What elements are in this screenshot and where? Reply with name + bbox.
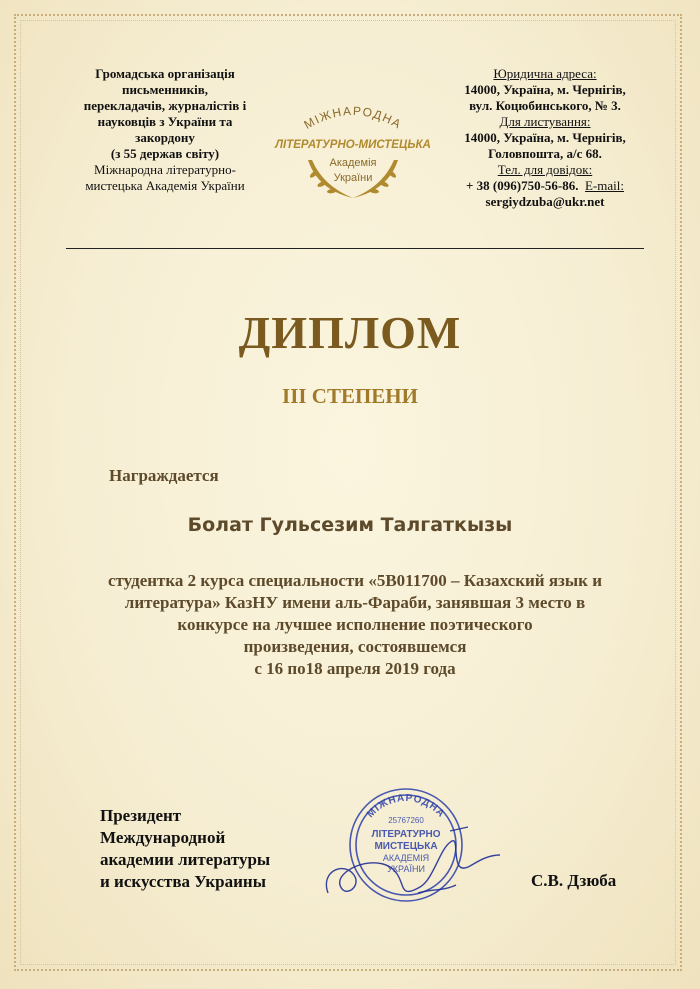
contact-info — [440, 66, 650, 210]
description-line: произведения, состоявшемся — [243, 637, 467, 656]
position-line: Международной — [100, 828, 226, 847]
description-line: студентка 2 курса специальности «5В011700 – Казахский язык и — [108, 571, 602, 590]
phone-line — [440, 178, 650, 194]
seal-top-text: МІЖНАРОДНА — [365, 792, 447, 821]
org-line: закордону — [135, 130, 195, 145]
official-seal — [300, 775, 510, 915]
description-line: с 16 по18 апреля 2019 года — [254, 659, 456, 678]
org-line: Громадська організація — [95, 66, 235, 81]
seal-line: УКРАЇНИ — [387, 864, 425, 874]
description-line: литература» КазНУ имени аль-Фараби, занявшая 3 место в — [124, 593, 586, 612]
position-line: Президент — [100, 806, 182, 825]
org-line: письменників, — [121, 82, 209, 97]
email-address[interactable]: sergiydzuba@ukr.net — [485, 194, 605, 209]
seal-line: МИСТЕЦЬКА — [374, 841, 438, 852]
phone-number: + 38 (096)750-56-86. — [466, 178, 579, 193]
mailing-label: Для листування: — [499, 114, 591, 129]
address-line: 14000, Україна, м. Чернігів, — [464, 82, 626, 97]
logo-main-text: ЛІТЕРАТУРНО-МИСТЕЦЬКА — [275, 139, 431, 151]
org-line: науковців з України та — [97, 114, 233, 129]
academy-line: Міжнародна літературно- — [94, 162, 236, 177]
diploma-degree: III СТЕПЕНИ — [282, 384, 418, 408]
recipient-name: Болат Гульсезим Талгаткызы — [187, 514, 513, 536]
academy-line: мистецька Академія України — [85, 178, 245, 193]
position-line: академии литературы — [100, 850, 271, 869]
address-line: Головпошта, а/с 68. — [488, 146, 602, 161]
header-divider — [66, 248, 644, 249]
seal-line: ЛІТЕРАТУРНО — [371, 829, 441, 840]
seal-number: 25767260 — [388, 816, 424, 825]
org-line: (з 55 держав світу) — [110, 146, 220, 161]
logo-sub-text: Академія — [329, 157, 377, 169]
org-line: перекладачів, журналістів і — [83, 98, 247, 113]
phone-label: Тел. для довідок: — [497, 162, 593, 177]
diploma-title: ДИПЛОМ — [238, 307, 462, 358]
award-description — [60, 570, 650, 680]
logo-sub-text: України — [333, 172, 373, 184]
awarded-label: Награждается — [109, 466, 219, 485]
logo-arc-text: МІЖНАРОДНА — [301, 103, 405, 132]
email-label: E-mail: — [584, 178, 624, 193]
seal-line: АКАДЕМІЯ — [382, 853, 430, 863]
legal-address-label: Юридична адреса: — [493, 66, 597, 81]
description-line: конкурсе на лучшее исполнение поэтического — [177, 615, 533, 634]
signer-name: С.В. Дзюба — [531, 871, 617, 890]
organization-info — [70, 66, 260, 194]
address-line: 14000, Україна, м. Чернігів, — [464, 130, 626, 145]
academy-logo — [268, 90, 438, 210]
address-line: вул. Коцюбинського, № 3. — [469, 98, 621, 113]
signer-position — [100, 805, 270, 893]
position-line: и искусства Украины — [100, 872, 266, 891]
